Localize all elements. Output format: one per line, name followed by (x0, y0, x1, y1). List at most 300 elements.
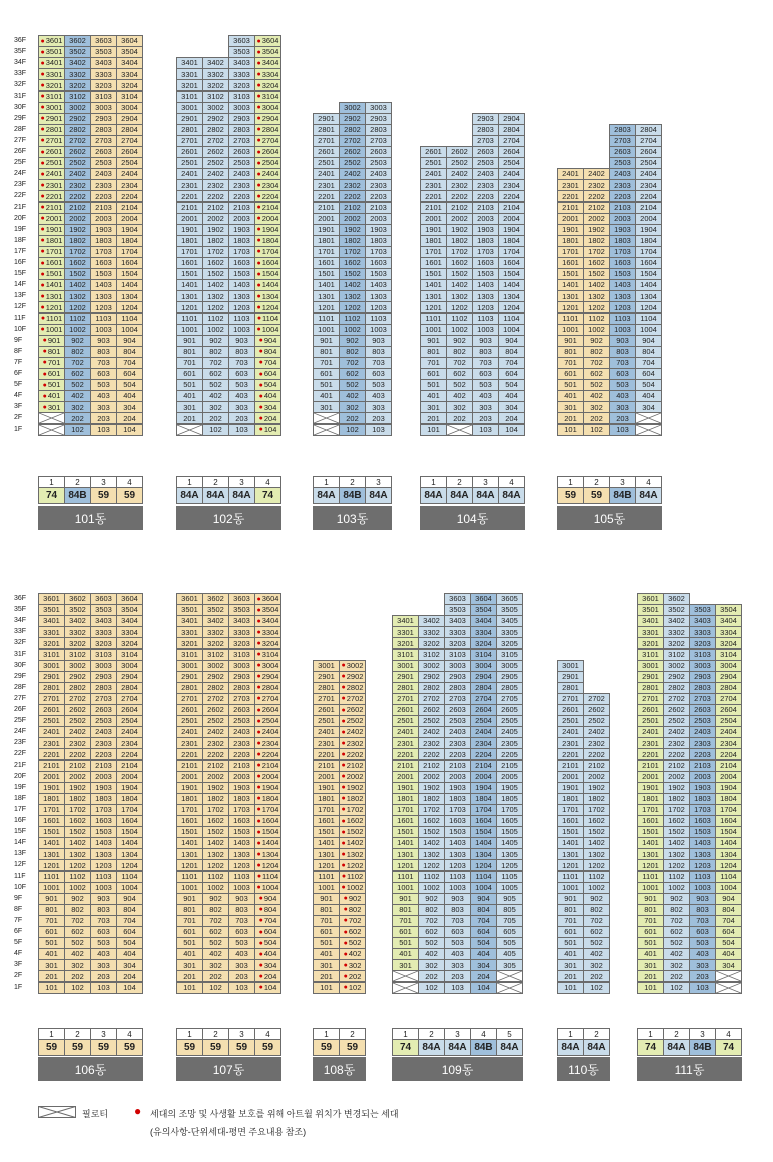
dot-note: 세대의 조망 및 사생활 보호를 위해 아트월 위치가 변경되는 세대 (150, 1109, 399, 1119)
unit-number: 2803 (477, 125, 494, 135)
floor-label: 2F (14, 972, 23, 980)
unit-number: 2904 (261, 671, 279, 681)
unit-number: 301 (399, 960, 412, 970)
dot-marker-icon: ● (40, 137, 45, 145)
floor-label: 7F (14, 916, 23, 924)
unit-number: 1802 (588, 236, 605, 246)
unit-number: 402 (209, 391, 222, 401)
unit-type: 74 (38, 487, 65, 504)
unit-cell (444, 982, 471, 994)
unit-number: 2904 (475, 671, 492, 681)
unit-number: 2804 (640, 125, 657, 135)
unit-number: 2201 (181, 749, 198, 759)
unit-number: 1103 (95, 313, 112, 323)
unit-number: 701 (183, 358, 196, 368)
unit-number: 203 (451, 971, 464, 981)
unit-number: 2903 (694, 671, 711, 681)
unit-number: 2003 (233, 213, 250, 223)
unit-number: 1204 (261, 860, 279, 870)
unit-number: 3404 (261, 616, 279, 626)
unit-number: 2103 (449, 760, 466, 770)
unit-number: 1601 (181, 258, 198, 268)
unit-number: 602 (209, 927, 222, 937)
unit-number: 1902 (344, 224, 361, 234)
unit-number: 2403 (95, 169, 112, 179)
unit-number: 2203 (95, 191, 112, 201)
unit-number: 2101 (45, 202, 63, 212)
unit-number: 302 (670, 960, 683, 970)
floor-label: 5F (14, 381, 23, 389)
unit-number: 2503 (449, 716, 466, 726)
unit-number: 3503 (694, 605, 711, 615)
unit-number: 2204 (503, 191, 520, 201)
dot-marker-icon: ● (341, 662, 346, 670)
floor-label: 15F (14, 828, 27, 836)
unit-number: 2502 (207, 716, 224, 726)
unit-number: 1801 (397, 794, 414, 804)
unit-number: 704 (477, 916, 490, 926)
unit-number: 2503 (95, 716, 112, 726)
unit-number: 2701 (181, 136, 198, 146)
unit-number: 604 (263, 927, 277, 937)
floor-label: 11F (14, 872, 26, 880)
unit-number: 703 (479, 358, 492, 368)
unit-number: 803 (479, 347, 492, 357)
dot-marker-icon: ● (256, 861, 261, 869)
unit-number: 1302 (344, 291, 361, 301)
unit-number: 102 (348, 982, 362, 992)
unit-number: 2701 (318, 136, 335, 146)
dot-marker-icon: ● (256, 884, 261, 892)
unit-number: 2804 (261, 125, 279, 135)
unit-number: 2401 (181, 727, 198, 737)
unit-number: 1604 (261, 258, 279, 268)
unit-number: 2903 (95, 113, 112, 123)
unit-number: 2604 (261, 147, 279, 157)
unit-number: 803 (97, 347, 110, 357)
unit-number: 1901 (397, 782, 414, 792)
unit-number: 1802 (451, 236, 468, 246)
unit-number: 1303 (694, 849, 711, 859)
dot-marker-icon: ● (258, 961, 263, 969)
dot-marker-icon: ● (40, 326, 45, 334)
unit-number: 2202 (588, 191, 605, 201)
dot-marker-icon: ● (256, 192, 261, 200)
unit-number: 1701 (562, 805, 579, 815)
unit-number: 902 (346, 335, 359, 345)
unit-number: 2301 (181, 738, 198, 748)
unit-number: 404 (263, 391, 277, 401)
unit-number: 3101 (43, 649, 60, 659)
unit-number: 2303 (477, 180, 494, 190)
unit-number: 1003 (233, 324, 250, 334)
unit-number: 2302 (69, 738, 86, 748)
unit-number: 1004 (121, 324, 138, 334)
unit-number: 304 (477, 960, 490, 970)
unit-number: 1103 (449, 871, 466, 881)
unit-number: 1602 (207, 816, 224, 826)
unit-number: 903 (451, 893, 464, 903)
unit-number: 502 (590, 380, 603, 390)
unit-number: 2801 (181, 125, 198, 135)
unit-number: 2604 (503, 147, 520, 157)
unit-number: 1605 (501, 816, 518, 826)
floor-label: 19F (14, 783, 27, 791)
unit-number: 703 (616, 358, 629, 368)
unit-number: 3501 (181, 605, 198, 615)
unit-number: 1901 (318, 782, 335, 792)
dot-marker-icon: ● (256, 115, 261, 123)
unit-number: 3202 (207, 638, 224, 648)
dot-marker-icon: ● (256, 784, 261, 792)
unit-number: 1102 (207, 313, 224, 323)
unit-type: 84A (472, 487, 499, 504)
unit-number: 2503 (233, 716, 250, 726)
unit-number: 1001 (318, 324, 335, 334)
unit-number: 3302 (423, 627, 440, 637)
unit-number: 3303 (95, 627, 112, 637)
unit-number: 2004 (475, 771, 492, 781)
unit-number: 1602 (69, 258, 86, 268)
unit-number: 1403 (614, 280, 631, 290)
unit-number: 2404 (261, 169, 279, 179)
unit-number: 1101 (318, 871, 335, 881)
unit-number: 2601 (642, 705, 659, 715)
dot-marker-icon: ● (343, 895, 348, 903)
unit-number: 701 (427, 358, 440, 368)
unit-number: 2002 (207, 771, 224, 781)
unit-number: 1001 (318, 882, 335, 892)
unit-number: 2204 (121, 749, 138, 759)
unit-number: 2002 (344, 213, 361, 223)
unit-number: 801 (47, 347, 61, 357)
piloti-cell (446, 424, 473, 436)
dot-marker-icon: ● (341, 884, 346, 892)
unit-cell (689, 982, 716, 994)
unit-number: 203 (616, 413, 629, 423)
unit-number: 1501 (397, 827, 414, 837)
unit-number: 1402 (207, 838, 224, 848)
unit-number: 504 (477, 938, 490, 948)
unit-number: 2201 (642, 749, 659, 759)
unit-number: 2402 (588, 727, 605, 737)
unit-number: 1603 (477, 258, 494, 268)
unit-number: 2204 (475, 749, 492, 759)
dot-marker-icon: ● (256, 181, 261, 189)
unit-number: 1404 (121, 838, 138, 848)
unit-number: 2603 (233, 147, 250, 157)
unit-number: 202 (209, 413, 222, 423)
unit-number: 1503 (477, 269, 494, 279)
unit-number: 804 (477, 905, 490, 915)
unit-number: 2102 (207, 202, 224, 212)
dot-marker-icon: ● (256, 81, 261, 89)
unit-number: 2404 (720, 727, 737, 737)
unit-number: 1603 (233, 816, 250, 826)
unit-number: 1603 (694, 816, 711, 826)
unit-number: 2202 (588, 749, 605, 759)
unit-number: 1704 (121, 247, 138, 257)
unit-number: 1203 (614, 302, 631, 312)
unit-number: 1202 (69, 860, 86, 870)
unit-number: 1401 (181, 280, 198, 290)
unit-number: 1203 (694, 860, 711, 870)
unit-number: 2602 (207, 705, 224, 715)
unit-number: 1501 (562, 827, 579, 837)
unit-number: 1301 (562, 291, 579, 301)
unit-number: 903 (97, 893, 110, 903)
unit-number: 1901 (181, 782, 198, 792)
unit-number: 1401 (45, 280, 63, 290)
unit-number: 2504 (261, 716, 279, 726)
unit-number: 1401 (562, 280, 579, 290)
floor-label: 35F (14, 48, 27, 56)
floor-label: 19F (14, 225, 27, 233)
unit-number: 1701 (181, 805, 198, 815)
unit-number: 2202 (69, 749, 86, 759)
unit-number: 2803 (694, 683, 711, 693)
unit-number: 2101 (43, 760, 60, 770)
unit-number: 2002 (451, 213, 468, 223)
unit-number: 502 (71, 380, 84, 390)
unit-cell (202, 424, 229, 436)
floor-label: 31F (14, 92, 27, 100)
unit-number: 901 (183, 335, 196, 345)
dot-marker-icon: ● (258, 928, 263, 936)
dot-marker-icon: ● (341, 750, 346, 758)
line-number: 4 (715, 1028, 742, 1040)
unit-number: 1602 (423, 816, 440, 826)
unit-number: 1701 (642, 805, 659, 815)
unit-number: 1504 (121, 269, 138, 279)
unit-number: 1104 (121, 871, 138, 881)
unit-number: 1302 (588, 849, 605, 859)
unit-number: 1601 (318, 258, 335, 268)
unit-number: 202 (670, 971, 683, 981)
unit-number: 2102 (423, 760, 440, 770)
unit-number: 1603 (95, 258, 112, 268)
unit-number: 501 (183, 938, 196, 948)
dot-marker-icon: ● (341, 739, 346, 747)
unit-number: 1502 (588, 827, 605, 837)
unit-number: 3603 (95, 594, 112, 604)
unit-number: 404 (722, 949, 735, 959)
dot-marker-icon: ● (343, 939, 348, 947)
unit-number: 802 (209, 905, 222, 915)
unit-number: 202 (71, 413, 84, 423)
dot-marker-icon: ● (258, 426, 263, 434)
unit-number: 2702 (344, 136, 361, 146)
unit-number: 2304 (261, 180, 279, 190)
unit-number: 103 (235, 982, 248, 992)
unit-number: 3203 (95, 638, 112, 648)
unit-number: 801 (644, 905, 657, 915)
unit-number: 401 (183, 391, 196, 401)
unit-number: 1702 (207, 247, 224, 257)
unit-number: 402 (348, 949, 362, 959)
unit-number: 1501 (642, 827, 659, 837)
dot-marker-icon: ● (256, 673, 261, 681)
unit-number: 2501 (181, 158, 198, 168)
unit-number: 2301 (397, 738, 414, 748)
unit-number: 402 (670, 949, 683, 959)
unit-number: 1803 (233, 794, 250, 804)
unit-type: 74 (254, 487, 281, 504)
dot-marker-icon: ● (256, 159, 261, 167)
unit-number: 1703 (477, 247, 494, 257)
line-number: 3 (228, 476, 255, 488)
unit-number: 2601 (397, 705, 414, 715)
unit-number: 1303 (477, 291, 494, 301)
unit-number: 803 (235, 347, 248, 357)
unit-number: 1504 (720, 827, 737, 837)
unit-number: 2603 (614, 147, 631, 157)
line-number: 1 (176, 1028, 203, 1040)
unit-number: 103 (97, 424, 110, 434)
unit-number: 1302 (346, 849, 364, 859)
dot-marker-icon: ● (256, 739, 261, 747)
unit-number: 1801 (181, 236, 198, 246)
unit-number: 601 (320, 927, 333, 937)
unit-number: 3403 (233, 58, 250, 68)
unit-number: 1202 (588, 302, 605, 312)
unit-number: 203 (97, 413, 110, 423)
unit-cell (498, 424, 525, 436)
unit-number: 1503 (694, 827, 711, 837)
floor-label: 12F (14, 303, 27, 311)
dot-marker-icon: ● (256, 70, 261, 78)
unit-number: 301 (427, 402, 440, 412)
unit-number: 802 (348, 905, 362, 915)
unit-number: 703 (372, 358, 385, 368)
unit-number: 1402 (207, 280, 224, 290)
unit-number: 1503 (95, 269, 112, 279)
unit-number: 2804 (121, 683, 138, 693)
unit-number: 1903 (233, 224, 250, 234)
unit-number: 2704 (121, 694, 138, 704)
unit-number: 1902 (69, 782, 86, 792)
unit-number: 3501 (642, 605, 659, 615)
unit-number: 3004 (261, 102, 279, 112)
dot-marker-icon: ● (256, 628, 261, 636)
unit-number: 3404 (261, 58, 279, 68)
unit-number: 1704 (503, 247, 520, 257)
unit-number: 1001 (45, 324, 63, 334)
unit-number: 1802 (588, 794, 605, 804)
dot-marker-icon: ● (343, 950, 348, 958)
unit-number: 701 (644, 916, 657, 926)
unit-number: 1502 (344, 269, 361, 279)
unit-type: 74 (715, 1039, 742, 1056)
unit-number: 701 (47, 358, 61, 368)
unit-number: 2204 (121, 191, 138, 201)
unit-number: 2601 (318, 705, 335, 715)
floor-label: 36F (14, 595, 27, 602)
unit-number: 1103 (233, 871, 250, 881)
unit-number: 1202 (69, 302, 86, 312)
unit-number: 1403 (694, 838, 711, 848)
unit-number: 501 (320, 938, 333, 948)
unit-number: 2402 (69, 169, 86, 179)
unit-number: 1901 (562, 782, 579, 792)
line-number: 1 (313, 1028, 340, 1040)
unit-number: 2103 (233, 202, 250, 212)
dot-marker-icon: ● (40, 126, 45, 134)
unit-number: 2802 (207, 125, 224, 135)
unit-number: 703 (451, 916, 464, 926)
dot-marker-icon: ● (256, 226, 261, 234)
dot-marker-icon: ● (258, 906, 263, 914)
unit-number: 1402 (588, 280, 605, 290)
dot-marker-icon: ● (341, 717, 346, 725)
unit-number: 603 (616, 369, 629, 379)
unit-number: 2401 (318, 169, 335, 179)
dot-marker-icon: ● (256, 37, 261, 45)
unit-number: 2401 (642, 727, 659, 737)
dot-marker-icon: ● (256, 326, 261, 334)
unit-number: 3603 (233, 594, 250, 604)
unit-number: 1002 (69, 324, 86, 334)
unit-number: 1002 (344, 324, 361, 334)
unit-number: 2604 (121, 705, 138, 715)
unit-number: 1602 (346, 816, 364, 826)
unit-type: 59 (339, 1039, 366, 1056)
unit-number: 301 (320, 402, 333, 412)
piloti-cell (635, 424, 662, 436)
unit-number: 3604 (121, 36, 138, 46)
unit-number: 3002 (69, 660, 86, 670)
dot-marker-icon: ● (258, 381, 263, 389)
unit-number: 2501 (318, 716, 335, 726)
dot-marker-icon: ● (258, 337, 263, 345)
unit-number: 1101 (425, 313, 442, 323)
unit-number: 503 (696, 938, 709, 948)
unit-number: 701 (564, 916, 577, 926)
unit-number: 601 (320, 369, 333, 379)
unit-number: 201 (564, 971, 577, 981)
floor-label: 23F (14, 181, 27, 189)
unit-number: 2504 (121, 716, 138, 726)
unit-number: 1002 (423, 882, 440, 892)
unit-number: 2301 (642, 738, 659, 748)
unit-cell (38, 982, 65, 994)
unit-number: 1601 (562, 258, 579, 268)
dot-marker-icon: ● (341, 806, 346, 814)
unit-number: 702 (348, 916, 362, 926)
unit-number: 1402 (69, 280, 86, 290)
unit-number: 801 (564, 347, 577, 357)
unit-number: 904 (505, 335, 518, 345)
piloti-cell (392, 982, 419, 994)
unit-number: 2702 (207, 694, 224, 704)
floor-label: 2F (14, 414, 23, 422)
unit-number: 1803 (95, 236, 112, 246)
dot-marker-icon: ● (40, 204, 45, 212)
unit-number: 2501 (318, 158, 335, 168)
building-label: 110동 (557, 1057, 610, 1081)
unit-number: 2103 (95, 202, 112, 212)
unit-number: 904 (123, 893, 136, 903)
unit-number: 204 (263, 413, 277, 423)
unit-number: 2301 (562, 738, 579, 748)
unit-number: 2404 (121, 169, 138, 179)
unit-cell (116, 424, 143, 436)
unit-number: 602 (348, 927, 362, 937)
unit-number: 3304 (475, 627, 492, 637)
unit-number: 1904 (475, 782, 492, 792)
unit-number: 604 (123, 927, 136, 937)
unit-number: 1301 (181, 849, 198, 859)
